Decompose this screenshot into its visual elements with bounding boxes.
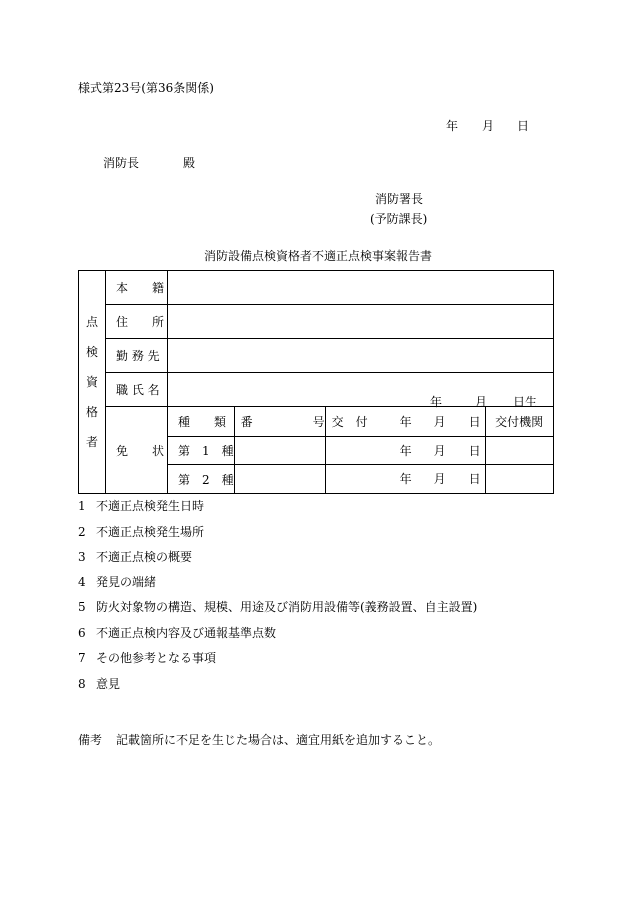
license-agency-1[interactable] xyxy=(485,437,553,465)
issue-header-month: 月 xyxy=(433,415,446,429)
license-number-header xyxy=(234,407,325,437)
license-agency-2[interactable] xyxy=(485,465,553,494)
issue-day-1: 日 xyxy=(468,444,481,458)
list-item: 3 不適正点検の概要 xyxy=(78,550,193,564)
license-kind-header: 種 類 xyxy=(168,407,235,437)
inspector-side-label xyxy=(79,271,106,494)
addressee: 消防長 xyxy=(103,156,140,170)
side-char: 点 xyxy=(85,315,98,329)
license-number-2[interactable] xyxy=(234,465,325,494)
list-item: 2 不適正点検発生場所 xyxy=(78,525,205,539)
license-label: 免 状 xyxy=(106,407,168,494)
kinmusaki-field[interactable] xyxy=(168,339,554,373)
shimei-field[interactable] xyxy=(168,373,554,407)
license-issue-header xyxy=(325,407,485,437)
note xyxy=(78,734,440,746)
document-title: 消防設備点検資格者不適正点検事案報告書 xyxy=(204,249,433,263)
note-label: 備考 xyxy=(78,733,103,747)
issue-header-day: 日 xyxy=(468,415,481,429)
honseki-field[interactable] xyxy=(168,271,554,305)
issue-month-1: 月 xyxy=(433,444,446,458)
sender-subtitle: (予防課長) xyxy=(370,212,428,226)
date-month: 月 xyxy=(482,119,495,133)
list-item: 8 意見 xyxy=(78,677,121,691)
kinmusaki-label: 勤 務 先 xyxy=(106,339,168,373)
side-char: 検 xyxy=(85,345,98,359)
sender-title: 消防署長 xyxy=(375,192,424,206)
license-agency-header: 交付機関 xyxy=(485,407,553,437)
issue-year-2: 年 xyxy=(399,472,412,486)
list-item: 1 不適正点検発生日時 xyxy=(78,499,205,513)
issue-month-2: 月 xyxy=(433,472,446,486)
form-number: 様式第23号(第36条関係) xyxy=(78,81,214,95)
license-kind-2: 第 2 種 xyxy=(168,465,235,494)
shimei-label: 職 氏 名 xyxy=(106,373,168,407)
honorific: 殿 xyxy=(183,156,196,170)
license-issue-2[interactable] xyxy=(325,465,485,494)
license-kind-1: 第 1 種 xyxy=(168,437,235,465)
list-item: 7 その他参考となる事項 xyxy=(78,651,217,665)
license-issue-1[interactable] xyxy=(325,437,485,465)
side-char: 格 xyxy=(85,405,98,419)
issue-year-1: 年 xyxy=(399,444,412,458)
number-header-a: 番 xyxy=(240,415,253,429)
issue-day-2: 日 xyxy=(468,472,481,486)
license-number-1[interactable] xyxy=(234,437,325,465)
date-year: 年 xyxy=(446,119,459,133)
jusho-field[interactable] xyxy=(168,305,554,339)
note-text: 記載箇所に不足を生じた場合は、適宜用紙を追加すること。 xyxy=(116,733,441,747)
birth-day: 日生 xyxy=(513,395,538,409)
inspector-table xyxy=(78,270,554,494)
birth-month: 月 xyxy=(475,395,488,409)
date-day: 日 xyxy=(517,119,530,133)
issue-header-a: 交 付 xyxy=(331,415,368,429)
side-char: 資 xyxy=(85,375,98,389)
side-char: 者 xyxy=(85,435,98,449)
jusho-label: 住 所 xyxy=(106,305,168,339)
issue-header-year: 年 xyxy=(399,415,412,429)
birth-year: 年 xyxy=(430,395,443,409)
number-header-b: 号 xyxy=(312,415,325,429)
list-item: 6 不適正点検内容及び通報基準点数 xyxy=(78,626,277,640)
list-item: 5 防火対象物の構造、規模、用途及び消防用設備等(義務設置、自主設置) xyxy=(78,600,478,614)
honseki-label: 本 籍 xyxy=(106,271,168,305)
list-item: 4 発見の端緒 xyxy=(78,575,157,589)
